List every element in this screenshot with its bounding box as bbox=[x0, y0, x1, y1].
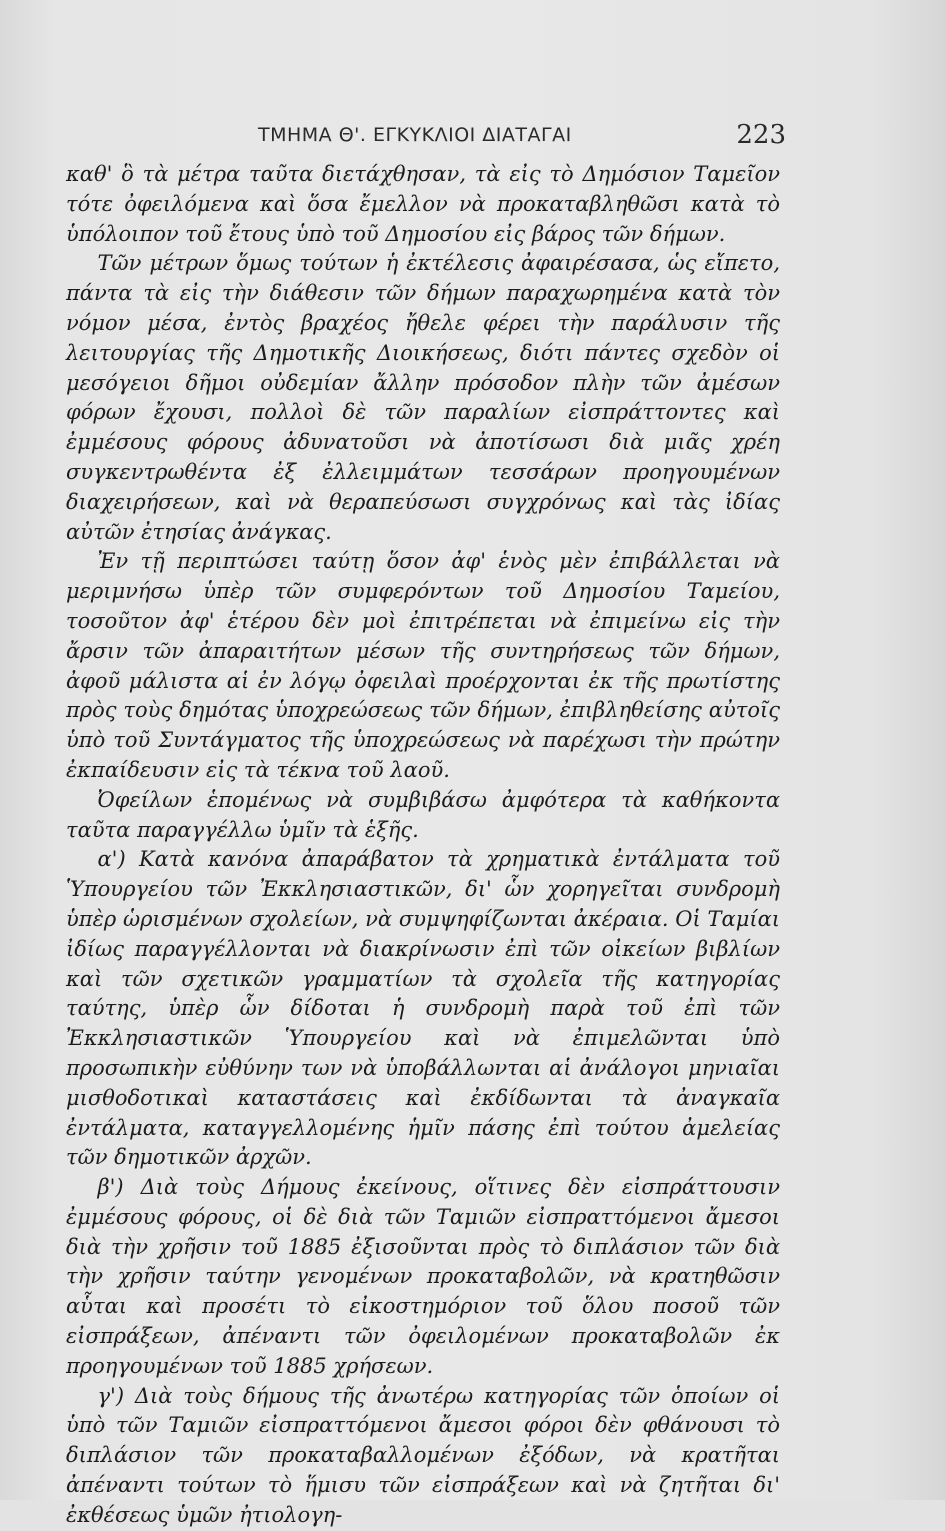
page-header bbox=[66, 116, 786, 152]
body-text bbox=[66, 160, 780, 1531]
paragraph-item-b: β') Διὰ τοὺς Δήμους ἐκείνους, οἵτινες δὲν εἰσπράττουσιν ἐμμέσους φόρους, οἱ δὲ διὰ τῶν Ταμιῶν εἰσπραττόμενοι ἄμεσοι διὰ τὴν χρῆσιν τοῦ 1885 ἐξισοῦνται πρὸς τὸ διπλάσιον τῶν διὰ τὴν χρῆσιν ταύτην γενομένων προκαταβολῶν, νὰ κρατηθῶσιν αὗται καὶ προσέτι τὸ εἰκοστημόριον τοῦ ὅλου ποσοῦ τῶν εἰσπράξεων, ἀπέναντι τῶν ὀφειλομένων προκαταβολῶν ἐκ προηγουμένων τοῦ 1885 χρήσεων. bbox=[66, 1175, 780, 1378]
paragraph: Ὀφείλων ἑπομένως νὰ συμβιβάσω ἀμφότερα τὰ καθήκοντα ταῦτα παραγγέλλω ὑμῖν τὰ ἑξῆς. bbox=[66, 787, 780, 842]
paragraph-item-c: γ') Διὰ τοὺς δήμους τῆς ἀνωτέρω κατηγορίας τῶν ὁποίων οἱ ὑπὸ τῶν Ταμιῶν εἰσπραττόμενοι ἄμεσοι φόροι δὲν φθάνουσι τὸ διπλάσιον τῶν προκαταβαλλομένων ἐξόδων, νὰ κρατῆται ἀπέναντι τούτων τὸ ἥμισυ τῶν εἰσπράξεων καὶ νὰ ζητῆται δι' ἐκθέσεως ὑμῶν ἠτιολογη- bbox=[66, 1383, 780, 1527]
paragraph: Ἐν τῇ περιπτώσει ταύτῃ ὅσον ἀφ' ἑνὸς μὲν ἐπιβάλλεται νὰ μεριμνήσω ὑπὲρ τῶν συμφερόντων τοῦ Δημοσίου Ταμείου, τοσοῦτον ἀφ' ἑτέρου δὲν μοὶ ἐπιτρέπεται νὰ ἐπιμείνω εἰς τὴν ἄρσιν τῶν ἀπαραιτήτων μέσων τῆς συντηρήσεως τῶν δήμων, ἀφοῦ μάλιστα αἱ ἐν λόγῳ ὀφειλαὶ προέρχονται ἐκ τῆς πρωτίστης πρὸς τοὺς δημότας ὑποχρεώσεως τῶν δήμων, ἐπιβληθείσης αὐτοῖς ὑπὸ τοῦ Συντάγματος τῆς ὑποχρεώσεως νὰ παρέχωσι τὴν πρώτην ἐκπαίδευσιν εἰς τὰ τέκνα τοῦ λαοῦ. bbox=[66, 549, 780, 782]
page-number: 223 bbox=[736, 120, 786, 150]
paragraph-item-a: α') Κατὰ κανόνα ἀπαράβατον τὰ χρηματικὰ ἐντάλματα τοῦ Ὑπουργείου τῶν Ἐκκλησιαστικῶν, δι' ὧν χορηγεῖται συνδρομὴ ὑπὲρ ὡρισμένων σχολείων, νὰ συμψηφίζωνται ἀκέραια. Οἱ Ταμίαι ἰδίως παραγγέλλονται νὰ διακρίνωσιν ἐπὶ τῶν οἰκείων βιβλίων καὶ τῶν σχετικῶν γραμματίων τὰ σχολεῖα τῆς κατηγορίας ταύτης, ὑπὲρ ὧν δίδοται ἡ συνδρομὴ παρὰ τοῦ ἐπὶ τῶν Ἐκκλησιαστικῶν Ὑπουργείου καὶ νὰ ἐπιμελῶνται ὑπὸ προσωπικὴν εὐθύνην των νὰ ὑποβάλλωνται αἱ ἀνάλογοι μηνιαῖαι μισθοδοτικαὶ καταστάσεις καὶ ἐκδίδωνται τὰ ἀναγκαῖα ἐντάλματα, καταγγελλομένης ἡμῖν πάσης ἐπὶ τούτου ἀμελείας τῶν δημοτικῶν ἀρχῶν. bbox=[66, 847, 780, 1170]
paragraph-continuation: καθ' ὃ τὰ μέτρα ταῦτα διετάχθησαν, τὰ εἰς τὸ Δημόσιον Ταμεῖον τότε ὀφειλόμενα καὶ ὅσα ἔμελλον νὰ προκαταβληθῶσι κατὰ τὸ ὑπόλοιπον τοῦ ἔτους ὑπὸ τοῦ Δημοσίου εἰς βάρος τῶν δήμων. bbox=[66, 162, 780, 246]
running-head: ΤΜΗΜΑ Θ'. ΕΓΚΥΚΛΙΟΙ ΔΙΑΤΑΓΑΙ bbox=[258, 124, 572, 146]
paragraph: Τῶν μέτρων ὅμως τούτων ἡ ἐκτέλεσις ἀφαιρέσασα, ὡς εἴπετο, πάντα τὰ εἰς τὴν διάθεσιν τῶν δήμων παραχωρημένα κατὰ τὸν νόμον μέσα, ἐντὸς βραχέος ἤθελε φέρει τὴν παράλυσιν τῆς λειτουργίας τῆς Δημοτικῆς Διοικήσεως, διότι πάντες σχεδὸν οἱ μεσόγειοι δῆμοι οὐδεμίαν ἄλλην πρόσοδον πλὴν τῶν ἀμέσων φόρων ἔχουσι, πολλοὶ δὲ τῶν παραλίων εἰσπράττοντες καὶ ἐμμέσους φόρους ἀδυνατοῦσι νὰ ἀποτίσωσι διὰ μιᾶς χρέη συγκεντρωθέντα ἐξ ἐλλειμμάτων τεσσάρων προηγουμένων διαχειρήσεων, καὶ νὰ θεραπεύσωσι συγχρόνως καὶ τὰς ἰδίας αὐτῶν ἐτησίας ἀνάγκας. bbox=[66, 251, 780, 544]
